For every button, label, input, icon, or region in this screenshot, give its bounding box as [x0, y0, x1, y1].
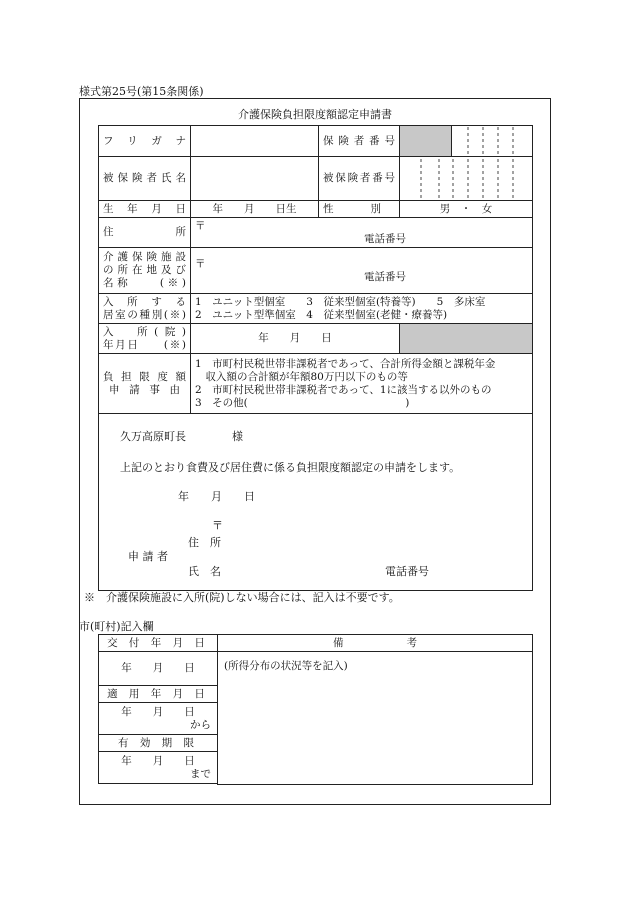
- form-number: 様式第25号(第15条関係): [79, 85, 204, 98]
- admission-date-field[interactable]: 年 月 日: [191, 324, 400, 354]
- address-field[interactable]: [191, 218, 533, 248]
- document-title: 介護保険負担限度額認定申請書: [238, 108, 392, 121]
- insured-number-digits[interactable]: [400, 157, 533, 201]
- reason-options[interactable]: 1 市町村民税世帯非課税者であって、合計所得金額と課税年金 収入額の合計額が年額80万円以下のもの等 2 市町村民税世帯非課税者であって、1に該当する以外のもの 3 その他( ): [191, 354, 533, 414]
- sex-label: 性 別: [319, 201, 400, 218]
- admission-shaded-cell: [400, 324, 533, 354]
- issue-date-label: 交 付 年 月 日: [99, 635, 218, 652]
- valid-period-label: 有 効 期 限: [99, 735, 218, 752]
- room-type-label: 入 所 す る 居室の種別(※): [99, 294, 191, 324]
- admission-date-label: 入 所(院) 年月日 (※): [99, 324, 191, 354]
- applicant-postal-mark: 〒: [212, 519, 223, 532]
- application-table: [98, 125, 533, 591]
- furigana-field[interactable]: [191, 126, 319, 157]
- insurer-number-label: 保険者番号: [319, 126, 400, 157]
- mayor-name: 久万高原町長: [120, 430, 186, 443]
- insurer-number-digits[interactable]: [452, 126, 533, 157]
- insured-name-field[interactable]: [191, 157, 319, 201]
- birth-date-label: 生 年 月 日: [99, 201, 191, 218]
- issue-date-field[interactable]: 年 月 日: [99, 652, 218, 686]
- reason-label: 負 担 限 度 額 申 請 事 由: [99, 354, 191, 414]
- applicant-address-label: 住 所: [188, 536, 221, 549]
- footnote: ※ 介護保険施設に入所(院)しない場合には、記入は不要です。: [84, 591, 400, 604]
- valid-period-field[interactable]: 年 月 日 まで: [99, 752, 218, 784]
- apply-date-label: 適 用 年 月 日: [99, 686, 218, 703]
- address-phone-label: 電話番号: [364, 232, 406, 245]
- applicant-name-label: 氏 名: [188, 565, 221, 578]
- declaration-statement: 上記のとおり食費及び居住費に係る負担限度額認定の申請をします。: [120, 461, 461, 474]
- applicant-label: 申 請 者: [128, 550, 168, 563]
- sex-choice[interactable]: 男 ・ 女: [400, 201, 533, 218]
- office-use-table: [98, 634, 533, 785]
- applicant-phone-label: 電話番号: [385, 565, 429, 578]
- facility-field[interactable]: [191, 248, 533, 294]
- insured-name-label: 被保険者氏名: [99, 157, 191, 201]
- insurer-number-field[interactable]: [400, 126, 452, 157]
- remarks-field[interactable]: [218, 652, 533, 785]
- application-date[interactable]: 年 月 日: [178, 490, 255, 503]
- postal-mark: 〒: [195, 219, 206, 232]
- facility-postal-mark: 〒: [195, 257, 206, 270]
- birth-date-field[interactable]: 年 月 日生: [191, 201, 319, 218]
- office-section-title: 市(町村)記入欄: [79, 620, 154, 633]
- facility-label: 介護保険施設 の所在地及び 名称 (※): [99, 248, 191, 294]
- address-label: 住 所: [99, 218, 191, 248]
- remarks-note: (所得分布の状況等を記入): [224, 660, 348, 673]
- room-type-options[interactable]: 1 ユニット型個室 3 従来型個室(特養等) 5 多床室 2 ユニット型準個室 4 従来型個室(老健・療養等): [191, 294, 533, 324]
- facility-phone-label: 電話番号: [364, 270, 406, 283]
- honorific: 様: [232, 430, 243, 443]
- remarks-label: 備 考: [218, 635, 533, 652]
- apply-date-field[interactable]: 年 月 日 から: [99, 703, 218, 735]
- insured-number-label: 被保険者番号: [319, 157, 400, 201]
- furigana-label: フ リ ガ ナ: [99, 126, 191, 157]
